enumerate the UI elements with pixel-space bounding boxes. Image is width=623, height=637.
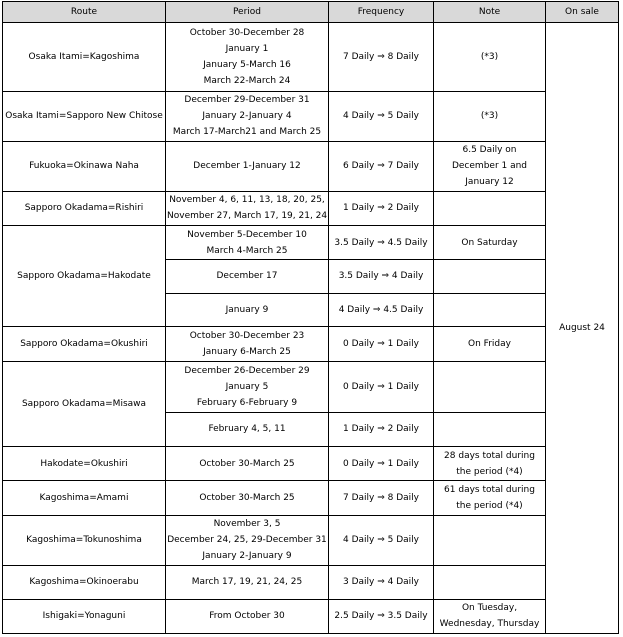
- period-line: January 5-March 16: [203, 59, 291, 70]
- note-line: (*3): [480, 111, 499, 122]
- period-cell: [166, 447, 329, 481]
- frequency-cell: 7 Daily ⇒ 8 Daily: [329, 481, 434, 515]
- note-line: December 1 and: [451, 161, 528, 172]
- route-cell: Fukuoka=Okinawa Naha: [3, 142, 166, 191]
- period-line: October 30-March 25: [199, 458, 295, 469]
- period-cell: [166, 293, 329, 326]
- period-cell: [166, 326, 329, 361]
- period-line: January 1: [225, 43, 269, 54]
- period-line: December 24, 25, 29-December 31: [167, 535, 327, 546]
- note-cell: [434, 225, 546, 259]
- frequency-cell: 1 Daily ⇒ 2 Daily: [329, 412, 434, 446]
- period-line: March 4-March 25: [206, 245, 288, 256]
- table-row: [3, 23, 619, 92]
- route-cell: Sapporo Okadama=Misawa: [3, 362, 166, 447]
- route-cell: Osaka Itami=Sapporo New Chitose: [3, 91, 166, 141]
- period-line: December 29-December 31: [184, 95, 310, 106]
- note-cell: [434, 23, 546, 92]
- route-cell: Sapporo Okadama=Rishiri: [3, 191, 166, 225]
- frequency-cell: 0 Daily ⇒ 1 Daily: [329, 447, 434, 481]
- frequency-cell: 3.5 Daily ⇒ 4.5 Daily: [329, 225, 434, 259]
- period-line: February 6-February 9: [196, 398, 298, 408]
- table-row: [3, 91, 619, 141]
- table-row: [3, 566, 619, 599]
- period-cell: [166, 225, 329, 259]
- table-row: [3, 326, 619, 361]
- period-cell: [166, 599, 329, 633]
- route-cell: Osaka Itami=Kagoshima: [3, 23, 166, 92]
- period-line: March 17-March21 and March 25: [172, 127, 322, 138]
- period-line: From October 30: [209, 611, 285, 622]
- note-line: 61 days total during: [444, 485, 535, 496]
- route-cell: Ishigaki=Yonaguni: [3, 599, 166, 633]
- route-cell: Kagoshima=Okinoerabu: [3, 566, 166, 599]
- note-cell: [434, 447, 546, 481]
- period-cell: [166, 362, 329, 412]
- note-line: On Saturday: [461, 237, 518, 248]
- route-cell: Hakodate=Okushiri: [3, 447, 166, 481]
- note-cell: [434, 142, 546, 191]
- period-line: January 2-January 9: [202, 551, 292, 562]
- period-line: October 30-December 28: [189, 27, 305, 38]
- note-cell: [434, 362, 546, 412]
- period-cell: [166, 481, 329, 515]
- period-line: January 6-March 25: [203, 347, 291, 358]
- period-line: December 17: [216, 271, 278, 282]
- note-line: the period (*4): [456, 466, 523, 477]
- note-line: 28 days total during: [444, 450, 535, 461]
- period-cell: [166, 91, 329, 141]
- period-line: November 5-December 10: [187, 229, 307, 240]
- header-note: Note: [434, 2, 546, 23]
- period-line: December 26-December 29: [184, 366, 310, 376]
- note-line: (*3): [480, 51, 499, 62]
- period-cell: [166, 23, 329, 92]
- period-line: January 5: [225, 382, 269, 392]
- note-cell: [434, 599, 546, 633]
- note-cell: [434, 566, 546, 599]
- frequency-cell: 0 Daily ⇒ 1 Daily: [329, 362, 434, 412]
- header-on-sale: On sale: [546, 2, 619, 23]
- period-line: October 30-March 25: [199, 493, 295, 504]
- table-row: [3, 225, 619, 259]
- frequency-cell: 3 Daily ⇒ 4 Daily: [329, 566, 434, 599]
- note-cell: [434, 412, 546, 446]
- header-row: [3, 2, 619, 23]
- route-cell: Kagoshima=Tokunoshima: [3, 515, 166, 565]
- note-cell: [434, 481, 546, 515]
- note-line: January 12: [465, 177, 514, 188]
- table-row: [3, 481, 619, 515]
- note-line: 6.5 Daily on: [462, 145, 517, 156]
- period-line: January 9: [225, 304, 269, 315]
- note-cell: [434, 326, 546, 361]
- period-cell: [166, 191, 329, 225]
- period-line: November 4, 6, 11, 13, 18, 20, 25,: [169, 195, 325, 206]
- frequency-cell: 4 Daily ⇒ 4.5 Daily: [329, 293, 434, 326]
- route-cell: Sapporo Okadama=Okushiri: [3, 326, 166, 361]
- note-cell: [434, 191, 546, 225]
- note-line: On Tuesday,: [461, 603, 518, 614]
- period-cell: [166, 412, 329, 446]
- header-period: Period: [166, 2, 329, 23]
- table-row: [3, 191, 619, 225]
- period-line: October 30-December 23: [189, 331, 305, 342]
- table-row: [3, 142, 619, 191]
- route-cell: Sapporo Okadama=Hakodate: [3, 225, 166, 326]
- period-line: November 27, March 17, 19, 21, 24: [167, 211, 328, 222]
- frequency-cell: 1 Daily ⇒ 2 Daily: [329, 191, 434, 225]
- note-cell: [434, 515, 546, 565]
- header-route: Route: [3, 2, 166, 23]
- table-row: [3, 447, 619, 481]
- note-line: the period (*4): [456, 501, 523, 512]
- period-line: February 4, 5, 11: [208, 424, 286, 435]
- note-cell: [434, 293, 546, 326]
- frequency-cell: 3.5 Daily ⇒ 4 Daily: [329, 260, 434, 293]
- period-cell: [166, 515, 329, 565]
- table-body: [3, 23, 619, 634]
- note-cell: [434, 91, 546, 141]
- note-cell: [434, 260, 546, 293]
- table-row: [3, 599, 619, 633]
- on-sale-cell: August 24: [546, 23, 619, 634]
- period-cell: [166, 260, 329, 293]
- frequency-cell: 2.5 Daily ⇒ 3.5 Daily: [329, 599, 434, 633]
- note-line: Wednesday, Thursday: [439, 619, 540, 630]
- period-line: March 17, 19, 21, 24, 25: [191, 577, 303, 588]
- period-cell: [166, 566, 329, 599]
- table-row: [3, 362, 619, 412]
- schedule-table: [2, 1, 619, 634]
- frequency-cell: 4 Daily ⇒ 5 Daily: [329, 515, 434, 565]
- note-line: On Friday: [468, 339, 511, 350]
- header-frequency: Frequency: [329, 2, 434, 23]
- frequency-cell: 4 Daily ⇒ 5 Daily: [329, 91, 434, 141]
- table-row: [3, 515, 619, 565]
- frequency-cell: 6 Daily ⇒ 7 Daily: [329, 142, 434, 191]
- period-line: November 3, 5: [213, 519, 281, 530]
- period-cell: [166, 142, 329, 191]
- frequency-cell: 7 Daily ⇒ 8 Daily: [329, 23, 434, 92]
- period-line: January 2-January 4: [202, 111, 292, 122]
- period-line: March 22-March 24: [203, 75, 291, 86]
- period-line: December 1-January 12: [193, 161, 301, 172]
- route-cell: Kagoshima=Amami: [3, 481, 166, 515]
- frequency-cell: 0 Daily ⇒ 1 Daily: [329, 326, 434, 361]
